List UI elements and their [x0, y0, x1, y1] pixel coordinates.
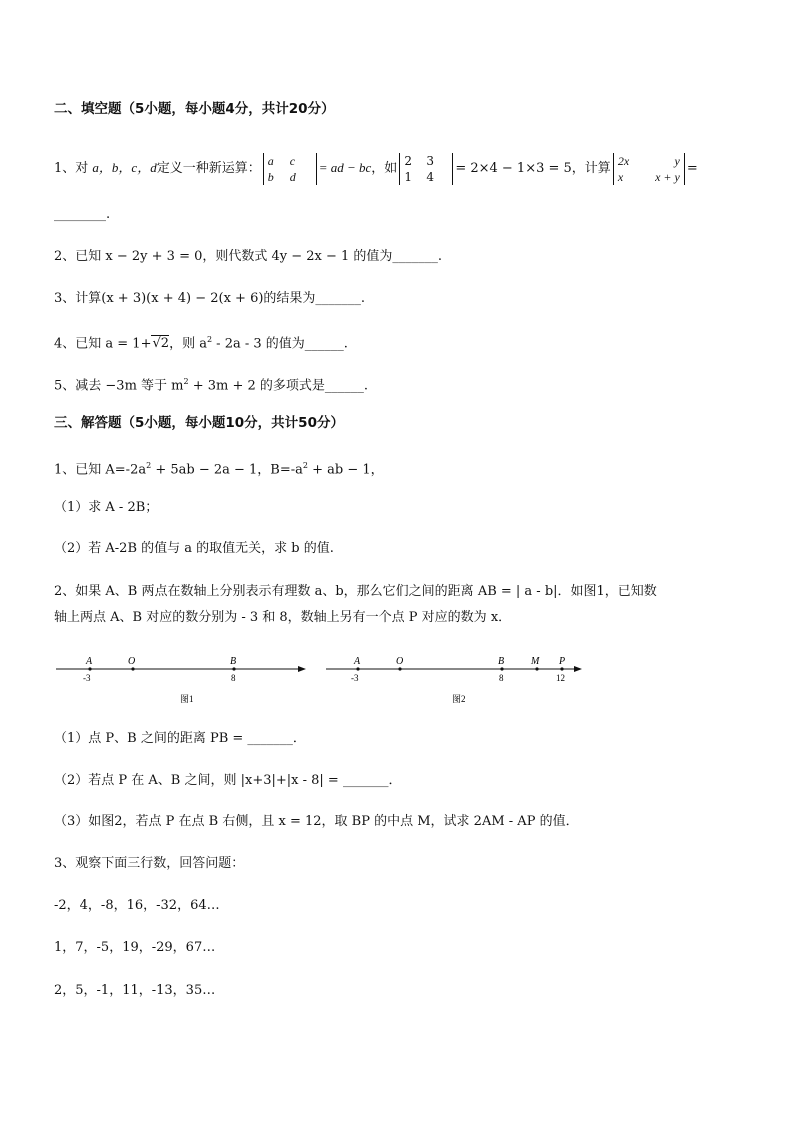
fig2-point-b: [500, 667, 503, 670]
fig2-point-m: [535, 667, 538, 670]
ex-1: 1: [404, 169, 412, 184]
sequence-row-1: -2，4，-8，16，-32，64…: [54, 898, 220, 913]
det-c: c: [289, 153, 296, 168]
q4-exponent: 2: [206, 335, 213, 344]
fig2-value-a: -3: [351, 673, 359, 683]
section3-heading: 三、解答题（5小题，每小题10分，共计50分）: [54, 415, 344, 431]
fig1-value-b: 8: [231, 673, 236, 683]
number-line-figures: [0, 645, 794, 710]
question-3-1-stem: [54, 457, 384, 479]
ex-3: 3: [426, 153, 434, 168]
q4-mid: ，则 a: [169, 336, 207, 352]
fig2-point-p: [560, 667, 563, 670]
fig2-point-o: [398, 667, 401, 670]
determinant-abcd: [263, 153, 317, 185]
q1-prefix: 1、对: [54, 161, 89, 176]
sequence-row-3: 2，5，-1，11，-13，35…: [54, 983, 216, 998]
fig2-label-o: O: [396, 656, 404, 667]
q4-suffix: - 2a - 3 的值为______.: [212, 336, 348, 352]
fig2-label-b: B: [498, 656, 505, 667]
q1-calc-end: =: [686, 161, 698, 176]
question-3-3-stem: 3、观察下面三行数，回答问题：: [54, 856, 245, 871]
q1-vars: a，b，c，d: [92, 160, 157, 175]
question-2-1: [54, 150, 698, 187]
fig1-point-a: [88, 667, 91, 670]
fig2-label-p: P: [559, 656, 566, 667]
fig1-label-o: O: [128, 656, 136, 667]
question-3-1-part2: （2）若 A-2B 的值与 a 的取值无关，求 b 的值.: [54, 541, 334, 556]
sqrt-radicand: 2: [160, 336, 170, 352]
q1-example-label: ，如: [371, 161, 398, 176]
figure2-number-line: [326, 656, 582, 704]
question-2-2: 2、已知 x − 2y + 3 = 0，则代数式 4y − 2x − 1 的值为_______.: [54, 249, 443, 264]
s3q1-exp2: 2: [302, 461, 308, 470]
fig1-label-a: A: [86, 656, 93, 667]
m-xy: x + y: [655, 169, 680, 184]
fig1-label-b: B: [230, 656, 237, 667]
s3q1-stem-c: + ab − 1，: [308, 462, 384, 478]
determinant-example: [399, 153, 453, 185]
s3q1-stem-b: + 5ab − 2a − 1，B=-a: [151, 462, 303, 478]
m-2x: 2x: [617, 153, 630, 168]
ex-4: 4: [426, 169, 434, 184]
fig2-value-b: 8: [499, 673, 504, 683]
question-3-2-part2: （2）若点 P 在 A、B 之间，则 |x+3|+|x - 8| = _______．: [54, 773, 402, 788]
question-3-2-stem-line2: 轴上两点 A、B 对应的数分别为 - 3 和 8，数轴上另有一个点 P 对应的数为 x．: [54, 610, 512, 625]
fig2-label-m: M: [531, 656, 540, 667]
question-3-2-part3: （3）如图2，若点 P 在点 B 右侧，且 x = 12，取 BP 的中点 M，试求 2AM - AP 的值．: [54, 814, 579, 829]
det-a: a: [267, 153, 274, 168]
q5-exponent: 2: [183, 377, 189, 386]
section2-heading: 二、填空题（5小题，每小题4分，共计20分）: [54, 101, 335, 117]
fig2-caption: 图2: [452, 694, 466, 704]
fig1-point-o: [131, 667, 134, 670]
fig2-value-p: 12: [556, 673, 565, 683]
fig1-caption: 图1: [180, 694, 194, 704]
question-3-2-part1: （1）点 P、B 之间的距离 PB = _______．: [54, 731, 306, 746]
m-y: y: [674, 153, 680, 168]
fig1-value-a: -3: [83, 673, 91, 683]
det-d: d: [289, 169, 296, 184]
question-3-1-part1: （1）求 A - 2B；: [54, 500, 159, 515]
sequence-row-2: 1，7，-5，19，-29，67…: [54, 940, 216, 955]
q1-def-result: = ad − bc: [318, 160, 372, 175]
ex-2: 2: [404, 153, 412, 168]
fig2-point-a: [356, 667, 359, 670]
question-2-5: [54, 373, 368, 395]
q5-prefix: 5、减去 −3m 等于 m: [54, 378, 184, 394]
fig2-label-a: A: [354, 656, 361, 667]
fig1-point-b: [232, 667, 235, 670]
det-b: b: [267, 169, 274, 184]
determinant-calc: [613, 153, 685, 185]
q1-example-result: = 2×4 − 1×3 = 5: [455, 161, 572, 176]
s3q1-stem-a: 1、已知 A=-2a: [54, 462, 147, 478]
q4-prefix: 4、已知 a = 1+: [54, 336, 152, 352]
question-2-3: 3、计算(x + 3)(x + 4) − 2(x + 6)的结果为_______.: [54, 291, 366, 306]
m-x: x: [617, 169, 624, 184]
s3q1-exp1: 2: [146, 461, 152, 470]
q5-suffix: + 3m + 2 的多项式是______.: [188, 378, 369, 394]
question-2-4: [54, 331, 348, 353]
figure1-number-line: [56, 656, 306, 704]
question-3-2-stem-line1: 2、如果 A、B 两点在数轴上分别表示有理数 a、b，那么它们之间的距离 AB = | a - b|．如图1，已知数: [54, 584, 657, 599]
q1-def-text: 定义一种新运算：: [156, 161, 261, 176]
q1-calc-label: ，计算: [571, 161, 611, 176]
sqrt-2: √2: [152, 336, 170, 352]
q1-answer-blank: ________.: [54, 207, 111, 222]
